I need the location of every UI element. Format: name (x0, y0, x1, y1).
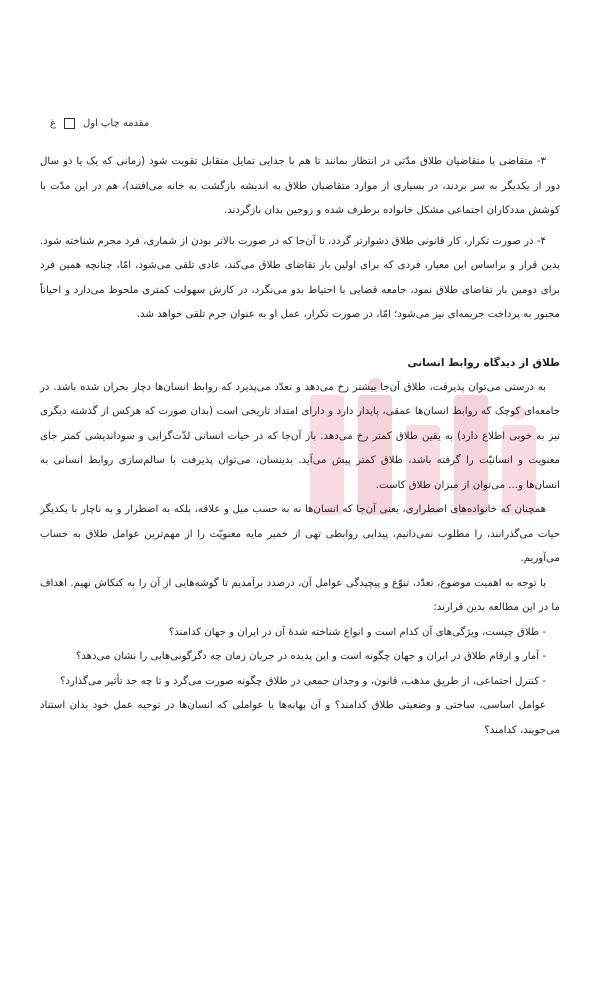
objective-bullet: - طلاق چیست، ویژگی‌های آن کدام است و انواع شناخته شدهٔ آن در ایران و جهان کدامند؟ (168, 626, 546, 638)
paragraph-item-3: ۳- متقاضی یا متقاضیان طلاق مدّتی در انتظار بمانند تا هم با جدایی تمایل متقابل تقویت شود (زمانی که یک یا دو سال دور از یکدیگر به سر بردند، در بسیاری از موارد متقاضیان طلاق به اندیشه بازگشت به خانه می‌افتند)، هم در این مدّت با کوشش مددکاران اجتماعی مشکل خانواده برطرف شده و زوجین بدان بازگردند. (40, 156, 560, 216)
section-paragraph: همچنان که خانواده‌های اضطراری، یعنی آن‌جا که انسان‌ها نه به حسب میل و علاقه، بلکه به اضطرار و به ناچار با یکدیگر حیات می‌گذرانند، را مطلوب نمی‌دانیم، پیدایی روابطی تهی از خمیر مایه معنویّت را از مهم‌ترین عوامل طلاق به حساب می‌آوریم. (40, 504, 560, 564)
running-title: مقدمه چاپ اول (82, 118, 150, 129)
objective-bullet: - آمار و ارقام طلاق در ایران و جهان چگونه است و این پدیده در جریان زمان چه دگرگونی‌هایی را نشان می‌دهد؟ (75, 651, 546, 662)
running-header (50, 118, 550, 129)
paragraph-item-4: ۴- در صورت تکرار، کار قانونی طلاق دشوارتر گردد، تا آن‌جا که در صورت بالاتر بودن از شماری، فرد مجرم شناخته شود. بدین قرار و براساس این معیار، فردی که برای اولین بار تقاضای طلاق می‌کند، عادی تلقی می‌شود، امّا، چنانچه همین فرد برای دومین بار تقاضای طلاق نمود، جامعه قضایی با احتیاط بدو می‌نگرد، در کارش سهولت کمتری ملحوظ می‌دارد و احیاناً مجبور به پرداخت جریمه‌ای نیز می‌شود؛ امّا، در صورت تکرار، عمل او به عنوان جرم تلقی خواهد شد. (40, 235, 560, 320)
section-paragraph: عوامل اساسی، ساختی و وضعیتی طلاق کدامند؟ و آن بهانه‌ها یا عواملی که انسان‌ها در توجیه عمل خود بدان استناد می‌جویند، کدامند؟ (40, 700, 560, 736)
section-paragraph: با توجه به اهمیت موضوع، تعدّد، تنوّع و پیچیدگی عوامل آن، درصدد برآمدیم تا گوشه‌هایی از آن را به کنکاش نهیم. اهداف ما در این مطالعه بدین قرارند: (40, 577, 560, 613)
section-paragraph: به درستی می‌توان پذیرفت، طلاق آن‌جا بیشتر رخ می‌دهد و تعدّد می‌پذیرد که روابط انسان‌ها دچار بحران شده باشد. در جامعه‌ای کوچک که روابط انسان‌ها عمقی، پایدار دارد و دارای امتداد تاریخی است (بدان صورت که هرکس از گذشته دیگری نیز به خوبی اطلاع دارد) به یقین طلاق کمتر رخ می‌دهد. باز آن‌جا که در حیات انسانی لذّت‌گرایی و سوداندیشی کمتر جای معنویت و انسانیّت را گرفته باشد، طلاق کمتر پیش می‌آید. بدینسان، می‌توان پذیرفت با سالم‌سازی روابط انسانی به انسان‌ها و... می‌توان از میزان طلاق کاست. (40, 381, 560, 491)
square-ornament-icon (64, 118, 75, 129)
objective-bullet: - کنترل اجتماعی، از طریق مذهب، قانون، و وجدان جمعی در طلاق چگونه صورت می‌گرد و تا چه حد تأثیر می‌گذارد؟ (59, 675, 546, 687)
page-letter: غ (50, 118, 56, 129)
section-heading: طلاق از دیدگاه روابط انسانی (407, 356, 560, 369)
page-body (40, 150, 560, 743)
